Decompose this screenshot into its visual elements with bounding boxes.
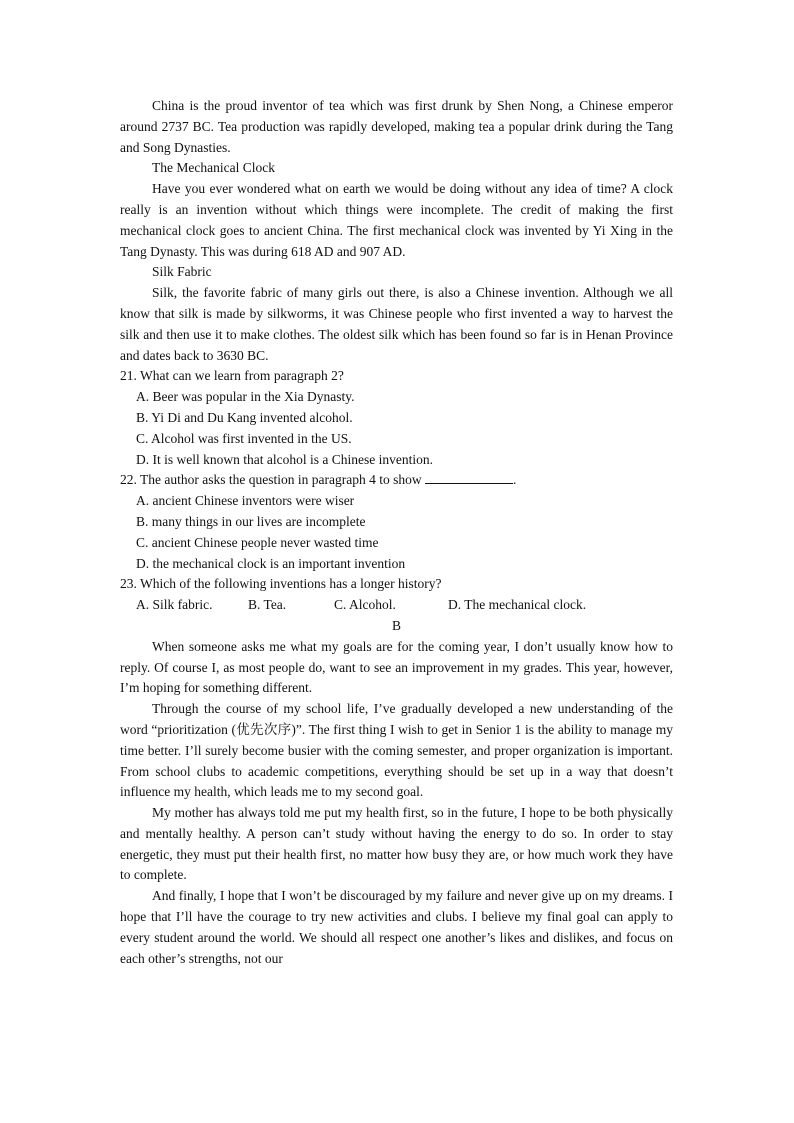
paragraph-tea: China is the proud inventor of tea which was first drunk by Shen Nong, a Chinese emperor around 2737 BC. Tea production was rapidly developed, making tea a popular drink during the Tang and Song Dynasties. xyxy=(120,98,673,155)
paragraph-b4: And finally, I hope that I won’t be discouraged by my failure and never give up on my dreams. I hope that I’ll have the courage to try new activities and clubs. I believe my final goal can apply to every student around the world. We should all respect one another’s likes and dislikes, and focus on each other’s strengths, not our xyxy=(120,888,673,966)
question-21-option-b: B. Yi Di and Du Kang invented alcohol. xyxy=(136,409,353,425)
question-23-option-a: A. Silk fabric. xyxy=(136,597,213,613)
question-22-option-a: A. ancient Chinese inventors were wiser xyxy=(136,493,355,509)
question-22-option-b: B. many things in our lives are incomplete xyxy=(136,513,366,529)
paragraph-b1: When someone asks me what my goals are for the coming year, I don’t usually know how to reply. Of course I, as most people do, want to see an improvement in my grades. This year, however, I’m hoping for something different. xyxy=(120,638,673,696)
question-21-option-a: A. Beer was popular in the Xia Dynasty. xyxy=(136,389,355,405)
question-22-option-c: C. ancient Chinese people never wasted time xyxy=(136,534,379,550)
question-22-stem-end: . xyxy=(512,472,517,488)
paragraph-b2: Through the course of my school life, I’ve gradually developed a new understanding of the word “prioritization (优先次序)”. The first thing I wish to get in Senior 1 is the ability to manage my time better. I’ll surely become busier with the coming semester, and proper organization is important. From school clubs to academic competitions, everything should be set up in a way that doesn’t influence my health, which leads me to my second goal. xyxy=(120,701,673,800)
paragraph-b3: My mother has always told me put my health first, so in the future, I hope to be both physically and mentally healthy. A person can’t study without having the energy to do so. In order to stay energetic, they must put their health first, no matter how busy they are, or how much work they have to complete. xyxy=(120,805,673,883)
paragraph-clock: Have you ever wondered what on earth we would be doing without any idea of time? A clock really is an invention without which things were incomplete. The credit of making the first mechanical clock goes to ancient China. The first mechanical clock was invented by Yi Xing in the Tang Dynasty. This was during 618 AD and 907 AD. xyxy=(120,181,673,259)
paragraph-silk: Silk, the favorite fabric of many girls out there, is also a Chinese invention. Although we all know that silk is made by silkworms, it was Chinese people who first invented a way to harvest the silk and then use it to make clothes. The oldest silk which has been found so far is in Henan Province and dates back to 3630 BC. xyxy=(120,285,673,363)
question-23-option-d: D. The mechanical clock. xyxy=(448,597,587,613)
question-22-stem xyxy=(120,470,673,491)
question-21-option-d: D. It is well known that alcohol is a Chinese invention. xyxy=(136,451,433,467)
question-23-stem: 23. Which of the following inventions has a longer history? xyxy=(120,576,442,592)
document-page xyxy=(120,96,673,969)
question-23-option-b: B. Tea. xyxy=(248,597,287,613)
question-21-stem: 21. What can we learn from paragraph 2? xyxy=(120,368,344,384)
heading-mechanical-clock: The Mechanical Clock xyxy=(152,160,275,176)
question-23-option-c: C. Alcohol. xyxy=(334,597,396,613)
answer-blank xyxy=(425,470,513,484)
question-21-option-c: C. Alcohol was first invented in the US. xyxy=(136,430,352,446)
heading-silk-fabric: Silk Fabric xyxy=(152,264,212,280)
section-b-letter: B xyxy=(391,617,401,633)
question-22-stem-text: 22. The author asks the question in paragraph 4 to show xyxy=(120,472,422,488)
question-22-option-d: D. the mechanical clock is an important invention xyxy=(136,555,406,571)
question-23-options xyxy=(120,595,673,616)
